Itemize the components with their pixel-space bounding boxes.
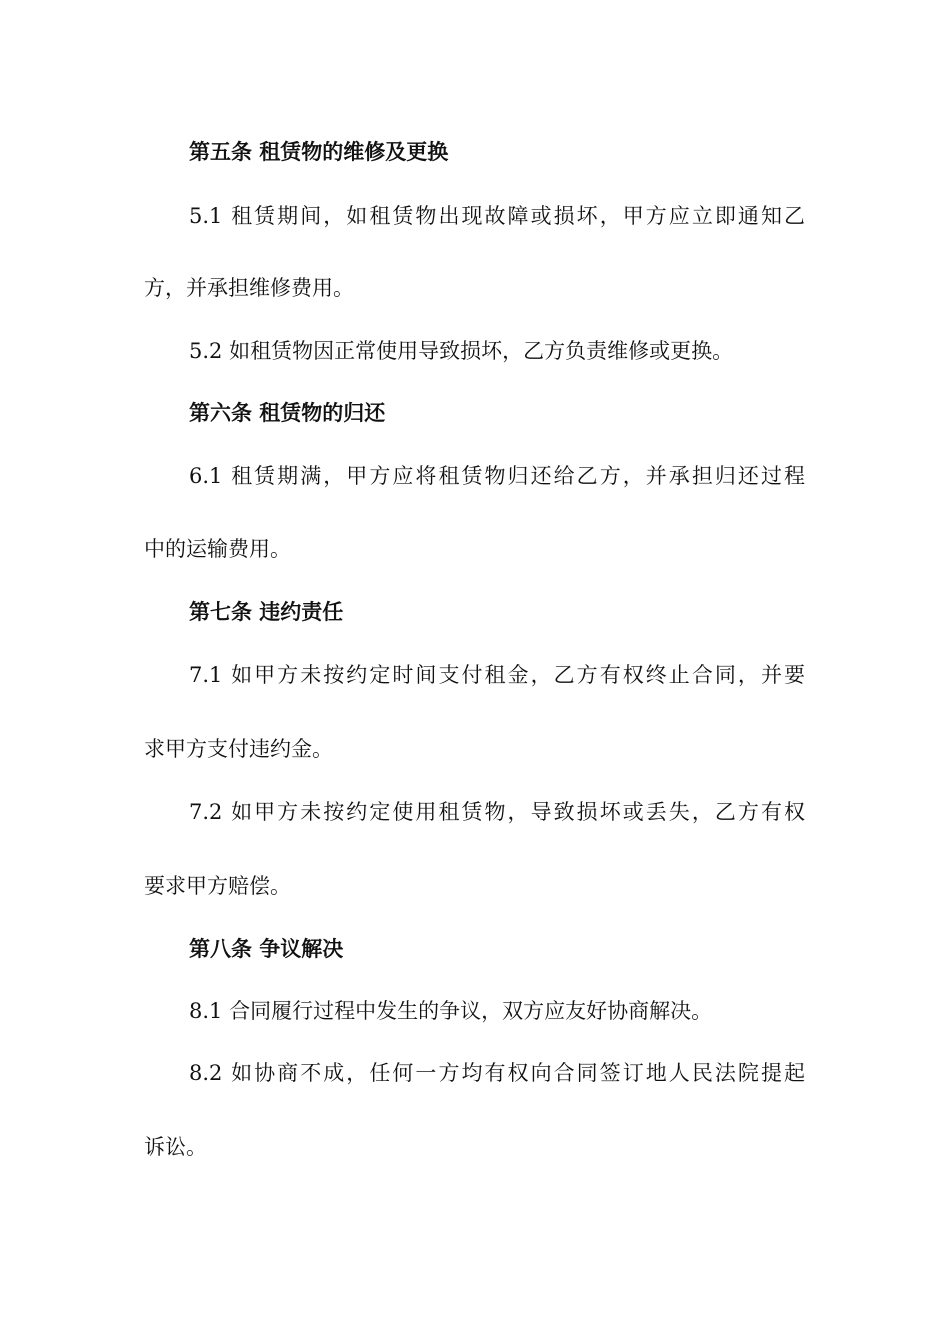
clause-8-2-line-1: 8.2 如协商不成，任何一方均有权向合同签订地人民法院提起 [189, 1061, 805, 1085]
clause-8-1: 8.1 合同履行过程中发生的争议，双方应友好协商解决。 [189, 999, 713, 1023]
clause-7-1-line-1: 7.1 如甲方未按约定时间支付租金，乙方有权终止合同，并要 [189, 663, 805, 687]
clause-7-1-line-2: 求甲方支付违约金。 [144, 737, 333, 761]
clause-5-1-line-2: 方，并承担维修费用。 [144, 276, 354, 300]
clause-5-2: 5.2 如租赁物因正常使用导致损坏，乙方负责维修或更换。 [189, 339, 734, 363]
clause-8-2-line-2: 诉讼。 [144, 1135, 207, 1159]
article-7-heading: 第七条 违约责任 [189, 600, 344, 624]
clause-6-1-line-1: 6.1 租赁期满，甲方应将租赁物归还给乙方，并承担归还过程 [189, 464, 805, 488]
clause-7-2-line-1: 7.2 如甲方未按约定使用租赁物，导致损坏或丢失，乙方有权 [189, 800, 805, 824]
article-6-heading: 第六条 租赁物的归还 [189, 401, 386, 425]
clause-6-1-line-2: 中的运输费用。 [144, 537, 291, 561]
article-5-heading: 第五条 租赁物的维修及更换 [189, 140, 449, 164]
article-8-heading: 第八条 争议解决 [189, 937, 344, 961]
clause-5-1-line-1: 5.1 租赁期间，如租赁物出现故障或损坏，甲方应立即通知乙 [189, 204, 805, 228]
clause-7-2-line-2: 要求甲方赔偿。 [144, 874, 291, 898]
